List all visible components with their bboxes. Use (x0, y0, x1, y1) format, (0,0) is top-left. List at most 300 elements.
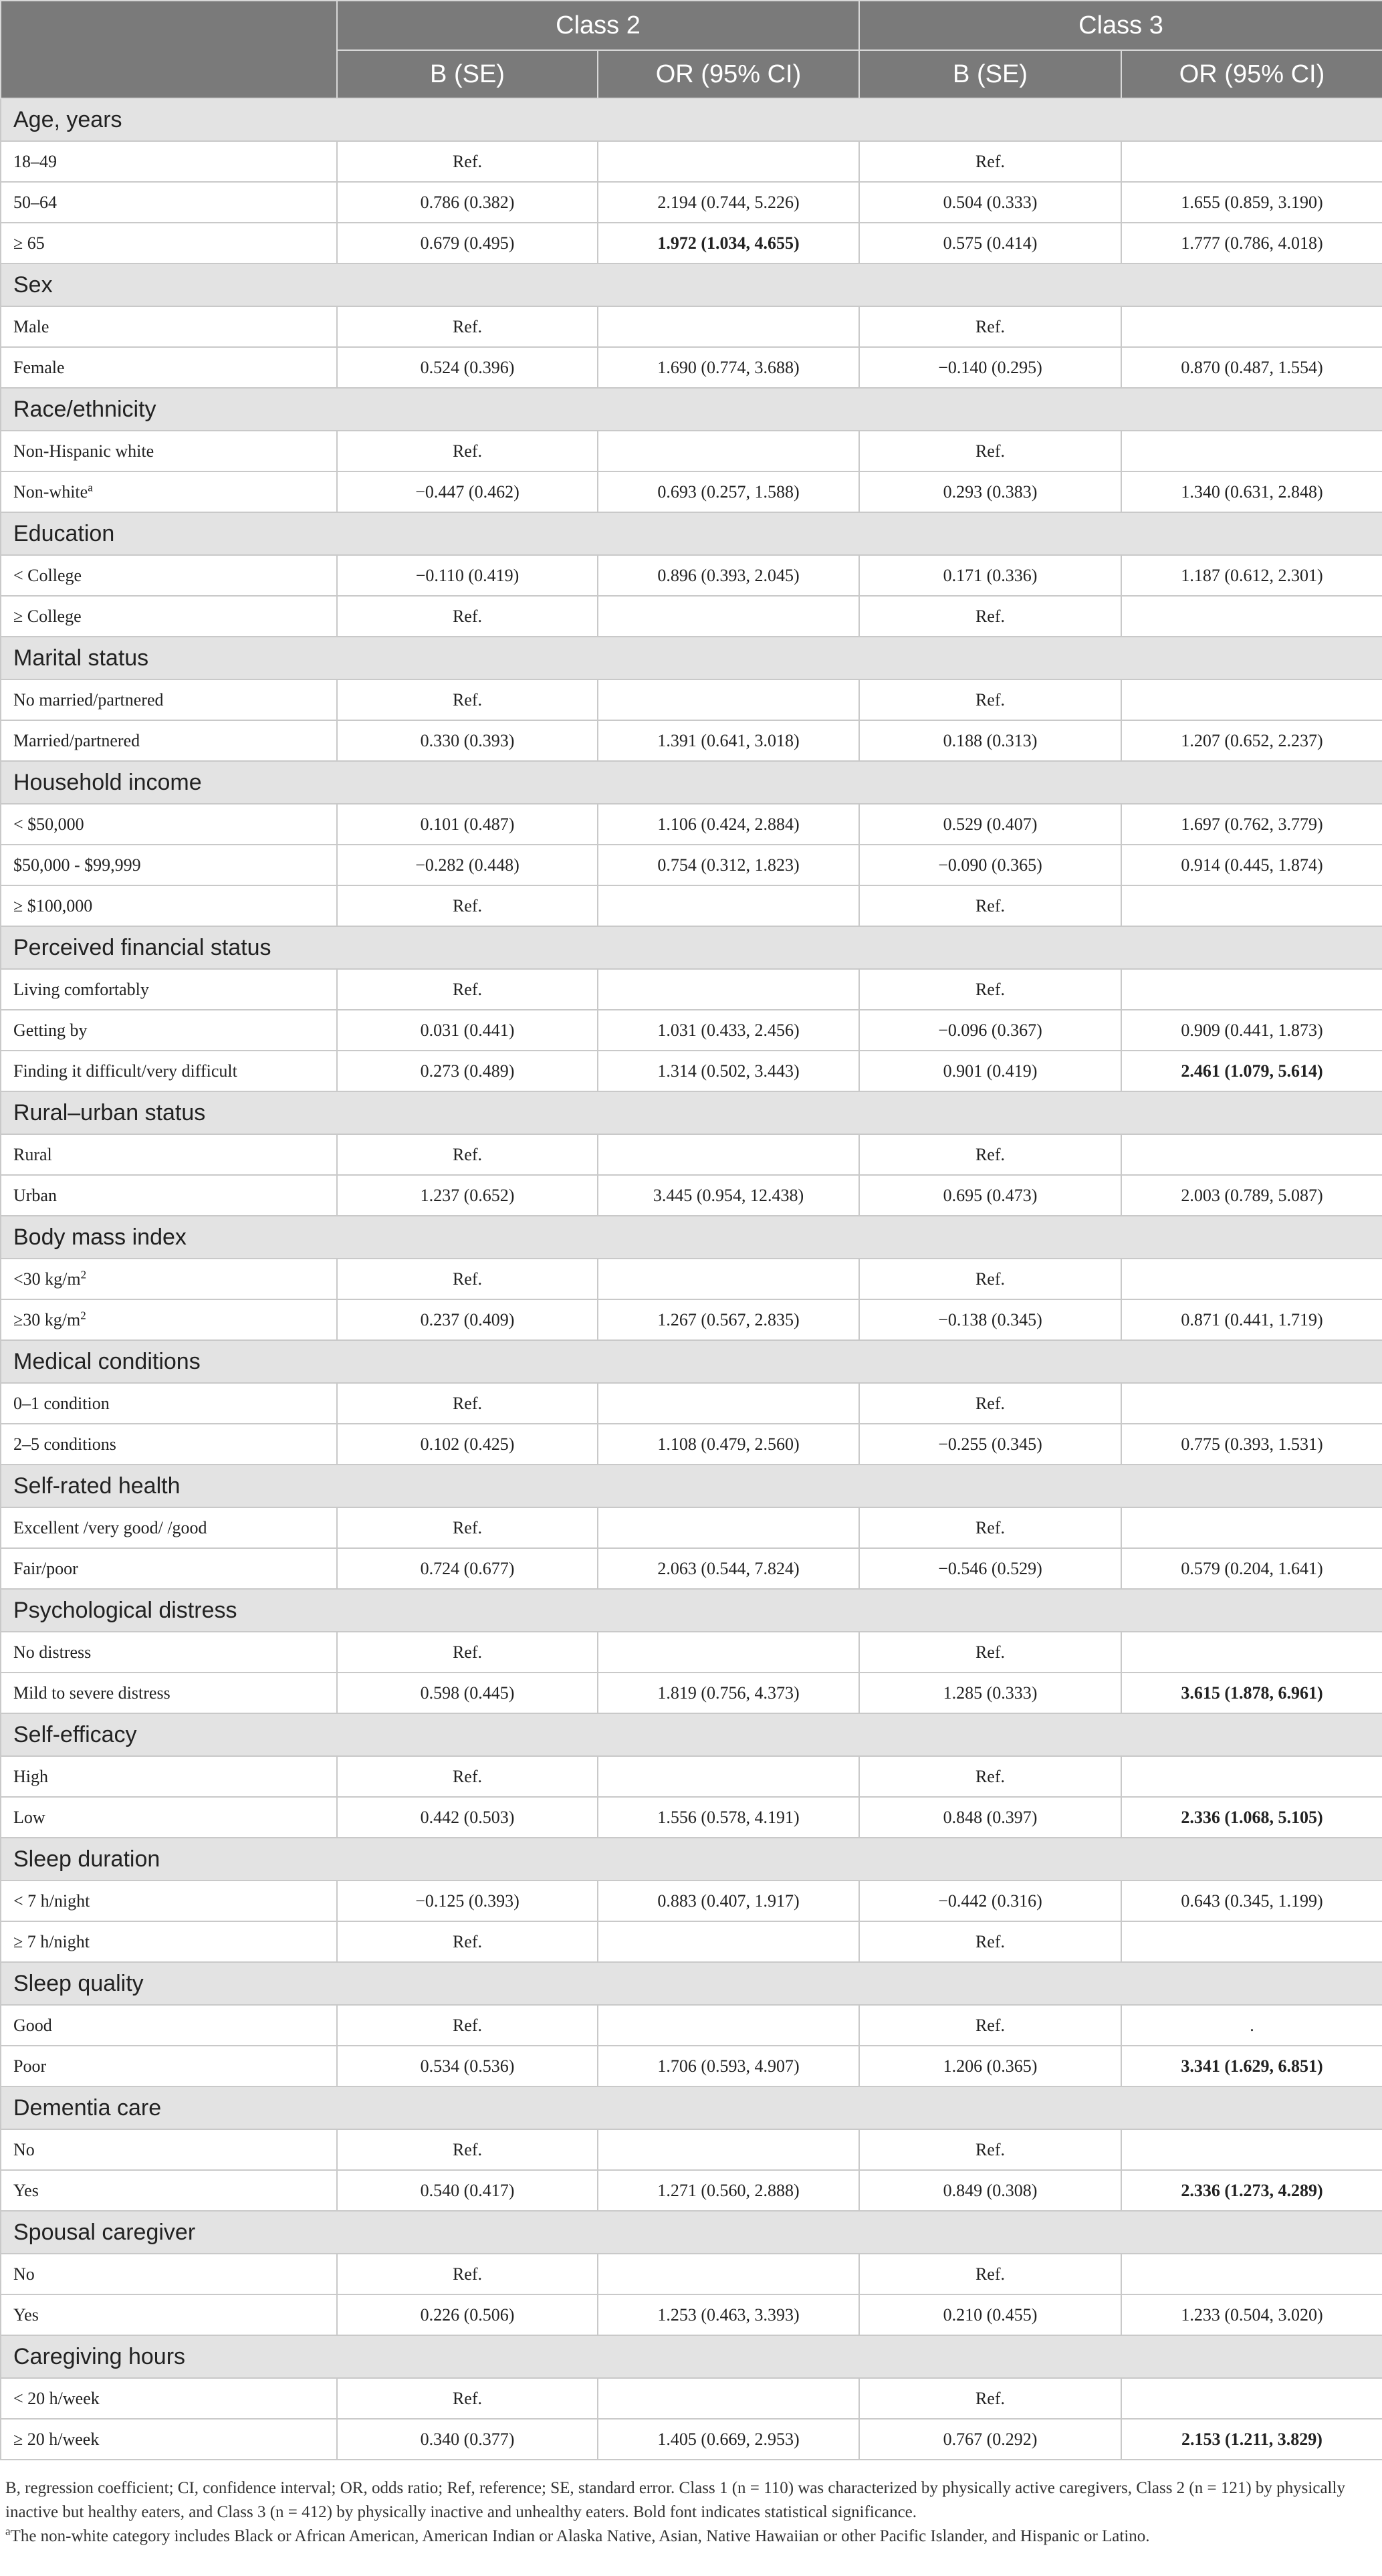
cell-class3-b-se: 0.188 (0.313) (859, 720, 1121, 761)
table-row (1, 431, 1382, 471)
cell-class3-b-se: Ref. (859, 431, 1121, 471)
table-row (1, 2129, 1382, 2170)
cell-class3-or-ci: 1.207 (0.652, 2.237) (1121, 720, 1382, 761)
cell-class3-or-ci (1121, 306, 1382, 347)
cell-class2-b-se: Ref. (337, 1921, 598, 1962)
cell-class2-b-se: −0.447 (0.462) (337, 471, 598, 512)
table-row (1, 1424, 1382, 1465)
cell-class3-b-se: 0.848 (0.397) (859, 1797, 1121, 1838)
cell-class2-b-se: Ref. (337, 2378, 598, 2419)
row-label-text: 0–1 condition (13, 1393, 110, 1413)
cell-class2-or-ci: 1.556 (0.578, 4.191) (598, 1797, 859, 1838)
section-title: Dementia care (1, 2086, 1382, 2129)
cell-class2-b-se: Ref. (337, 2005, 598, 2046)
cell-class3-or-ci: 2.336 (1.068, 5.105) (1121, 1797, 1382, 1838)
table-row (1, 1051, 1382, 1091)
cell-class2-b-se: 0.786 (0.382) (337, 182, 598, 223)
section-title: Sleep quality (1, 1962, 1382, 2005)
cell-class2-or-ci: 1.405 (0.669, 2.953) (598, 2419, 859, 2460)
row-label-text: Excellent /very good/ /good (13, 1517, 207, 1537)
cell-class3-b-se: Ref. (859, 679, 1121, 720)
abbreviations-note: B, regression coefficient; CI, confidence interval; OR, odds ratio; Ref, reference; SE, standard error. Class 1 (n = 110) was characterized by physically active caregivers, Class 2 (n = 121) by physically inactive but healthy eaters, and Class 3 (n = 412) by physically inactive and unhealthy eaters. Bold font indicates statistical significance. (5, 2479, 1345, 2521)
row-label-text: 18–49 (13, 151, 57, 171)
row-label (1, 471, 337, 512)
row-label (1, 306, 337, 347)
cell-class3-or-ci (1121, 1259, 1382, 1299)
cell-class2-b-se: 1.237 (0.652) (337, 1175, 598, 1216)
row-label (1, 1299, 337, 1340)
cell-class2-b-se: −0.282 (0.448) (337, 845, 598, 885)
row-label (1, 2254, 337, 2294)
row-label (1, 141, 337, 182)
cell-class2-or-ci (598, 969, 859, 1010)
row-label (1, 347, 337, 388)
cell-class3-or-ci: 0.870 (0.487, 1.554) (1121, 347, 1382, 388)
cell-class3-or-ci (1121, 885, 1382, 926)
cell-class3-or-ci: 0.775 (0.393, 1.531) (1121, 1424, 1382, 1465)
row-label (1, 969, 337, 1010)
row-label (1, 1507, 337, 1548)
cell-class2-or-ci: 1.271 (0.560, 2.888) (598, 2170, 859, 2211)
cell-class3-or-ci (1121, 969, 1382, 1010)
section-title: Household income (1, 761, 1382, 804)
cell-class3-b-se: −0.140 (0.295) (859, 347, 1121, 388)
row-label-text: Male (13, 316, 49, 336)
cell-class3-b-se: Ref. (859, 2254, 1121, 2294)
cell-class2-b-se: Ref. (337, 2254, 598, 2294)
cell-class2-or-ci: 2.194 (0.744, 5.226) (598, 182, 859, 223)
row-label (1, 223, 337, 263)
section-header-row (1, 1340, 1382, 1383)
row-label (1, 1051, 337, 1091)
row-label (1, 1259, 337, 1299)
table-body (1, 98, 1382, 2460)
section-title: Caregiving hours (1, 2335, 1382, 2378)
cell-class3-or-ci (1121, 2378, 1382, 2419)
table-row (1, 1507, 1382, 1548)
cell-class3-or-ci: 1.187 (0.612, 2.301) (1121, 555, 1382, 596)
section-title: Sleep duration (1, 1838, 1382, 1881)
cell-class3-b-se: Ref. (859, 596, 1121, 637)
cell-class3-b-se: −0.090 (0.365) (859, 845, 1121, 885)
cell-class3-b-se: −0.546 (0.529) (859, 1548, 1121, 1589)
cell-class3-or-ci: 2.003 (0.789, 5.087) (1121, 1175, 1382, 1216)
section-title: Perceived financial status (1, 926, 1382, 969)
cell-class2-or-ci (598, 2254, 859, 2294)
cell-class2-or-ci: 3.445 (0.954, 12.438) (598, 1175, 859, 1216)
row-label (1, 1175, 337, 1216)
row-label (1, 2294, 337, 2335)
cell-class2-or-ci: 1.106 (0.424, 2.884) (598, 804, 859, 845)
cell-class2-or-ci (598, 141, 859, 182)
section-header-row (1, 388, 1382, 431)
section-title: Race/ethnicity (1, 388, 1382, 431)
cell-class2-or-ci (598, 1507, 859, 1548)
section-header-row (1, 1091, 1382, 1134)
cell-class3-b-se: 0.575 (0.414) (859, 223, 1121, 263)
row-label (1, 1921, 337, 1962)
cell-class3-b-se: Ref. (859, 141, 1121, 182)
table-row (1, 679, 1382, 720)
row-label-text: Getting by (13, 1020, 88, 1040)
cell-class2-or-ci (598, 2129, 859, 2170)
row-label-text: No distress (13, 1642, 92, 1662)
cell-class2-b-se: 0.524 (0.396) (337, 347, 598, 388)
row-label-text: ≥ College (13, 606, 82, 626)
cell-class3-or-ci (1121, 1134, 1382, 1175)
cell-class2-or-ci (598, 596, 859, 637)
cell-class2-or-ci: 1.972 (1.034, 4.655) (598, 223, 859, 263)
row-label-text: ≥ 20 h/week (13, 2429, 100, 2449)
cell-class2-b-se: 0.679 (0.495) (337, 223, 598, 263)
footnote-mark: a (5, 2525, 11, 2538)
cell-class3-or-ci (1121, 431, 1382, 471)
row-label (1, 2046, 337, 2086)
section-title: Spousal caregiver (1, 2211, 1382, 2254)
table-row (1, 1010, 1382, 1051)
row-label (1, 182, 337, 223)
table-row (1, 1673, 1382, 1713)
cell-class2-b-se: Ref. (337, 1383, 598, 1424)
cell-class2-b-se: Ref. (337, 306, 598, 347)
row-label-text: No married/partnered (13, 689, 164, 710)
cell-class3-or-ci (1121, 1756, 1382, 1797)
cell-class2-b-se: Ref. (337, 1507, 598, 1548)
cell-class3-or-ci: 3.341 (1.629, 6.851) (1121, 2046, 1382, 2086)
cell-class2-or-ci (598, 1632, 859, 1673)
section-title: Psychological distress (1, 1589, 1382, 1632)
table-row (1, 2254, 1382, 2294)
cell-class2-b-se: Ref. (337, 679, 598, 720)
section-header-row (1, 1838, 1382, 1881)
cell-class3-b-se: 0.293 (0.383) (859, 471, 1121, 512)
section-header-row (1, 512, 1382, 555)
cell-class2-or-ci: 0.883 (0.407, 1.917) (598, 1881, 859, 1921)
table-row (1, 306, 1382, 347)
section-title: Age, years (1, 98, 1382, 141)
cell-class2-or-ci (598, 1383, 859, 1424)
row-label (1, 431, 337, 471)
row-label (1, 2419, 337, 2460)
cell-class3-or-ci: 3.615 (1.878, 6.961) (1121, 1673, 1382, 1713)
cell-class2-b-se: 0.031 (0.441) (337, 1010, 598, 1051)
table-row (1, 2005, 1382, 2046)
cell-class2-or-ci: 1.391 (0.641, 3.018) (598, 720, 859, 761)
row-label-text: Living comfortably (13, 979, 149, 999)
cell-class3-or-ci: 1.233 (0.504, 3.020) (1121, 2294, 1382, 2335)
header-blank-cell (1, 1, 337, 98)
row-label (1, 2005, 337, 2046)
cell-class3-b-se: Ref. (859, 2005, 1121, 2046)
cell-class2-b-se: Ref. (337, 885, 598, 926)
header-class2-b-se: B (SE) (337, 50, 598, 98)
cell-class2-or-ci: 1.819 (0.756, 4.373) (598, 1673, 859, 1713)
cell-class3-or-ci: 0.909 (0.441, 1.873) (1121, 1010, 1382, 1051)
cell-class2-or-ci (598, 885, 859, 926)
cell-class3-b-se: 0.504 (0.333) (859, 182, 1121, 223)
row-label-text: Married/partnered (13, 730, 140, 750)
table-row (1, 969, 1382, 1010)
row-label-text: High (13, 1766, 48, 1786)
cell-class3-b-se: Ref. (859, 306, 1121, 347)
table-row (1, 1797, 1382, 1838)
cell-class3-b-se: 0.901 (0.419) (859, 1051, 1121, 1091)
row-label-text: ≥30 kg/m (13, 1309, 81, 1329)
table-row (1, 1134, 1382, 1175)
row-label-text: ≥ 7 h/night (13, 1931, 90, 1951)
cell-class2-b-se: 0.330 (0.393) (337, 720, 598, 761)
cell-class2-b-se: 0.442 (0.503) (337, 1797, 598, 1838)
cell-class3-or-ci (1121, 1507, 1382, 1548)
cell-class3-b-se: 1.206 (0.365) (859, 2046, 1121, 2086)
section-header-row (1, 1962, 1382, 2005)
header-class3-or-ci: OR (95% CI) (1121, 50, 1382, 98)
cell-class3-or-ci (1121, 1921, 1382, 1962)
row-label (1, 1424, 337, 1465)
section-header-row (1, 637, 1382, 679)
cell-class2-b-se: Ref. (337, 141, 598, 182)
section-title: Sex (1, 263, 1382, 306)
table-row (1, 1921, 1382, 1962)
row-label-text: Poor (13, 2056, 47, 2076)
table-row (1, 2294, 1382, 2335)
cell-class3-b-se: Ref. (859, 2378, 1121, 2419)
cell-class3-or-ci (1121, 2254, 1382, 2294)
row-label-text: Good (13, 2015, 52, 2035)
table-row (1, 555, 1382, 596)
row-label-superscript: 2 (80, 1267, 87, 1281)
cell-class3-or-ci: 2.461 (1.079, 5.614) (1121, 1051, 1382, 1091)
table-row (1, 845, 1382, 885)
row-label (1, 804, 337, 845)
cell-class2-b-se: 0.273 (0.489) (337, 1051, 598, 1091)
cell-class3-or-ci: 1.777 (0.786, 4.018) (1121, 223, 1382, 263)
cell-class3-or-ci: 2.336 (1.273, 4.289) (1121, 2170, 1382, 2211)
section-title: Medical conditions (1, 1340, 1382, 1383)
row-label (1, 1134, 337, 1175)
table-row (1, 2419, 1382, 2460)
cell-class3-b-se: Ref. (859, 1507, 1121, 1548)
cell-class3-b-se: 0.210 (0.455) (859, 2294, 1121, 2335)
row-label-text: < $50,000 (13, 814, 84, 834)
row-label-text: No (13, 2139, 35, 2159)
cell-class3-b-se: 0.695 (0.473) (859, 1175, 1121, 1216)
row-label-text: Low (13, 1807, 45, 1827)
cell-class2-or-ci (598, 2005, 859, 2046)
row-label-text: Yes (13, 2180, 39, 2200)
section-header-row (1, 1589, 1382, 1632)
table-row (1, 1299, 1382, 1340)
row-label-text: Female (13, 357, 65, 377)
cell-class3-b-se: −0.442 (0.316) (859, 1881, 1121, 1921)
row-label-text: ≥ $100,000 (13, 895, 93, 916)
row-label-text: < 7 h/night (13, 1891, 90, 1911)
cell-class3-b-se: Ref. (859, 1383, 1121, 1424)
section-header-row (1, 98, 1382, 141)
cell-class2-b-se: 0.598 (0.445) (337, 1673, 598, 1713)
cell-class3-b-se: 1.285 (0.333) (859, 1673, 1121, 1713)
section-header-row (1, 1713, 1382, 1756)
row-label-text: <30 kg/m (13, 1269, 81, 1289)
cell-class2-b-se: 0.101 (0.487) (337, 804, 598, 845)
cell-class3-b-se: Ref. (859, 1134, 1121, 1175)
table-row (1, 1881, 1382, 1921)
section-title: Rural–urban status (1, 1091, 1382, 1134)
table-row (1, 885, 1382, 926)
row-label (1, 1797, 337, 1838)
cell-class2-or-ci: 0.896 (0.393, 2.045) (598, 555, 859, 596)
table-row (1, 1259, 1382, 1299)
cell-class2-or-ci: 1.031 (0.433, 2.456) (598, 1010, 859, 1051)
cell-class3-b-se: 0.171 (0.336) (859, 555, 1121, 596)
cell-class2-or-ci: 0.754 (0.312, 1.823) (598, 845, 859, 885)
cell-class3-or-ci (1121, 1383, 1382, 1424)
cell-class2-b-se: 0.724 (0.677) (337, 1548, 598, 1589)
row-label (1, 845, 337, 885)
row-label (1, 1010, 337, 1051)
section-header-row (1, 926, 1382, 969)
cell-class2-or-ci (598, 306, 859, 347)
row-label-text: $50,000 - $99,999 (13, 855, 141, 875)
row-label-text: No (13, 2264, 35, 2284)
table-row (1, 1548, 1382, 1589)
row-label-text: 50–64 (13, 192, 57, 212)
section-header-row (1, 2335, 1382, 2378)
cell-class3-b-se: 0.529 (0.407) (859, 804, 1121, 845)
cell-class2-or-ci: 0.693 (0.257, 1.588) (598, 471, 859, 512)
cell-class3-b-se: Ref. (859, 1259, 1121, 1299)
cell-class3-or-ci: 0.643 (0.345, 1.199) (1121, 1881, 1382, 1921)
cell-class2-or-ci: 1.108 (0.479, 2.560) (598, 1424, 859, 1465)
row-label-text: Urban (13, 1185, 57, 1205)
row-label (1, 1632, 337, 1673)
cell-class3-b-se: Ref. (859, 1921, 1121, 1962)
cell-class2-b-se: Ref. (337, 1632, 598, 1673)
cell-class2-b-se: 0.226 (0.506) (337, 2294, 598, 2335)
section-title: Education (1, 512, 1382, 555)
cell-class2-or-ci: 1.314 (0.502, 3.443) (598, 1051, 859, 1091)
cell-class3-b-se: Ref. (859, 1632, 1121, 1673)
cell-class2-b-se: Ref. (337, 1259, 598, 1299)
cell-class2-b-se: Ref. (337, 2129, 598, 2170)
cell-class3-b-se: Ref. (859, 885, 1121, 926)
footnote-a (5, 2525, 1377, 2549)
table-row (1, 2378, 1382, 2419)
row-label (1, 1383, 337, 1424)
section-header-row (1, 2211, 1382, 2254)
cell-class3-b-se: −0.138 (0.345) (859, 1299, 1121, 1340)
row-label-text: Non-Hispanic white (13, 441, 154, 461)
section-header-row (1, 2086, 1382, 2129)
cell-class2-or-ci (598, 1259, 859, 1299)
section-title: Marital status (1, 637, 1382, 679)
row-label-text: Rural (13, 1144, 52, 1164)
cell-class2-b-se: Ref. (337, 1756, 598, 1797)
cell-class3-b-se: 0.849 (0.308) (859, 2170, 1121, 2211)
row-label-superscript: a (88, 480, 93, 494)
table-header (1, 1, 1382, 98)
cell-class3-b-se: Ref. (859, 2129, 1121, 2170)
row-label (1, 555, 337, 596)
table-row (1, 2170, 1382, 2211)
cell-class3-or-ci: 2.153 (1.211, 3.829) (1121, 2419, 1382, 2460)
table-row (1, 804, 1382, 845)
row-label-text: Yes (13, 2304, 39, 2325)
cell-class2-or-ci: 1.690 (0.774, 3.688) (598, 347, 859, 388)
cell-class3-or-ci: 0.579 (0.204, 1.641) (1121, 1548, 1382, 1589)
cell-class3-or-ci (1121, 596, 1382, 637)
cell-class3-b-se: −0.255 (0.345) (859, 1424, 1121, 1465)
table-notes (0, 2460, 1382, 2549)
table-row (1, 2046, 1382, 2086)
cell-class2-b-se: 0.237 (0.409) (337, 1299, 598, 1340)
cell-class2-or-ci (598, 679, 859, 720)
row-label (1, 885, 337, 926)
row-label-superscript: 2 (80, 1308, 86, 1321)
header-class2-or-ci: OR (95% CI) (598, 50, 859, 98)
cell-class2-or-ci: 2.063 (0.544, 7.824) (598, 1548, 859, 1589)
table-row (1, 596, 1382, 637)
header-class3: Class 3 (859, 1, 1382, 50)
row-label (1, 679, 337, 720)
cell-class2-or-ci (598, 2378, 859, 2419)
table-row (1, 182, 1382, 223)
row-label-text: Mild to severe distress (13, 1683, 170, 1703)
cell-class2-or-ci: 1.253 (0.463, 3.393) (598, 2294, 859, 2335)
section-header-row (1, 1216, 1382, 1259)
row-label (1, 596, 337, 637)
cell-class3-or-ci: . (1121, 2005, 1382, 2046)
table-row (1, 1632, 1382, 1673)
row-label-text: < College (13, 565, 82, 585)
row-label (1, 2170, 337, 2211)
section-title: Body mass index (1, 1216, 1382, 1259)
cell-class2-b-se: Ref. (337, 596, 598, 637)
cell-class2-b-se: 0.102 (0.425) (337, 1424, 598, 1465)
cell-class2-b-se: 0.540 (0.417) (337, 2170, 598, 2211)
cell-class3-b-se: 0.767 (0.292) (859, 2419, 1121, 2460)
row-label-text: < 20 h/week (13, 2388, 100, 2408)
cell-class3-or-ci (1121, 2129, 1382, 2170)
section-header-row (1, 263, 1382, 306)
header-class2: Class 2 (337, 1, 859, 50)
row-label (1, 1673, 337, 1713)
row-label-text: Finding it difficult/very difficult (13, 1061, 237, 1081)
cell-class3-or-ci: 0.871 (0.441, 1.719) (1121, 1299, 1382, 1340)
cell-class2-b-se: −0.125 (0.393) (337, 1881, 598, 1921)
section-header-row (1, 761, 1382, 804)
cell-class2-b-se: 0.340 (0.377) (337, 2419, 598, 2460)
row-label-text: 2–5 conditions (13, 1434, 116, 1454)
cell-class2-b-se: −0.110 (0.419) (337, 555, 598, 596)
row-label (1, 2378, 337, 2419)
table-row (1, 1383, 1382, 1424)
table-row (1, 1175, 1382, 1216)
cell-class2-or-ci: 1.267 (0.567, 2.835) (598, 1299, 859, 1340)
cell-class3-b-se: −0.096 (0.367) (859, 1010, 1121, 1051)
cell-class3-b-se: Ref. (859, 969, 1121, 1010)
row-label (1, 1548, 337, 1589)
cell-class3-or-ci (1121, 679, 1382, 720)
row-label (1, 1881, 337, 1921)
table-row (1, 720, 1382, 761)
cell-class2-b-se: Ref. (337, 431, 598, 471)
row-label (1, 1756, 337, 1797)
section-header-row (1, 1465, 1382, 1507)
table-row (1, 347, 1382, 388)
cell-class3-or-ci (1121, 1632, 1382, 1673)
table-row (1, 223, 1382, 263)
